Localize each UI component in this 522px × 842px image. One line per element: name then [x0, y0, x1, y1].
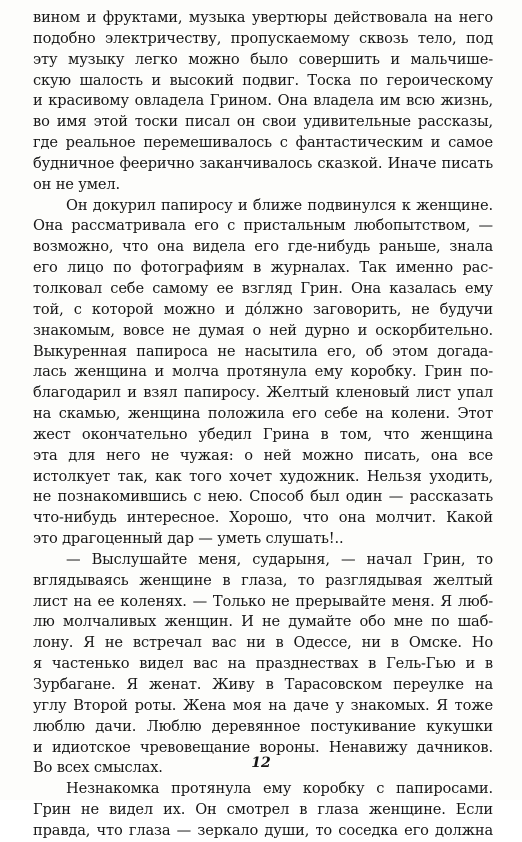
text-line: и идиотское чревовещание вороны. Ненавижу дачников.: [33, 738, 493, 756]
text-line: возможно, что она видела его где-нибудь раньше, знала: [33, 238, 493, 256]
text-line: и красивому овладела Грином. Она владела им всю жизнь,: [33, 92, 493, 110]
text-line: вглядываясь женщине в глаза, то разглядывая желтый: [33, 571, 493, 589]
text-line: на скамью, женщина положила его себе на колени. Этот: [33, 405, 493, 423]
text-line: толковал себе самому ее взгляд Грин. Она казалась ему: [33, 279, 493, 297]
text-line: той, с которой можно и дóлжно заговорить, не будучи: [33, 300, 493, 318]
text-line: — Выслушайте меня, сударыня, — начал Грин, то: [66, 550, 493, 568]
text-line: Она рассматривала его с пристальным любопытством, —: [33, 217, 493, 235]
text-line: истолкует так, как того хочет художник. Нельзя уходить,: [33, 467, 493, 485]
text-line: во имя этой тоски писал он свои удивительные рассказы,: [33, 113, 493, 131]
text-line: люблю дачи. Люблю деревянное постукивание кукушки: [33, 717, 493, 735]
text-line: Незнакомка протянула ему коробку с папиросами.: [66, 780, 493, 798]
text-line: будничное феерично заканчивалось сказкой. Иначе писать: [33, 154, 493, 172]
text-line: знакомым, вовсе не думая о ней дурно и оскорбительно.: [33, 321, 493, 339]
text-line: вином и фруктами, музыка увертюры действовала на него: [33, 9, 493, 26]
text-line: его лицо по фотографиям в журналах. Так именно рас-: [33, 259, 493, 277]
text-line: это драгоценный дар — уметь слушать!..: [33, 530, 344, 548]
text-line: эту музыку легко можно было совершить и мальчише-: [33, 50, 493, 68]
text-line: я частенько видел вас на празднествах в Гель-Гью и в: [33, 655, 493, 673]
text-line: подобно электричеству, пропускаемому сквозь тело, под: [33, 29, 493, 47]
text-line: правда, что глаза — зеркало души, то соседка его должна: [33, 821, 493, 839]
text-line: лась женщина и молча протянула ему коробку. Грин по-: [33, 363, 493, 381]
text-line: лю молчаливых женщин. И не думайте обо мне по шаб-: [33, 613, 493, 631]
text-line: Во всех смыслах.: [33, 759, 163, 777]
text-line: лону. Я не встречал вас ни в Одессе, ни в Омске. Но: [33, 634, 493, 652]
text-line: что-нибудь интересное. Хорошо, что она молчит. Какой: [33, 509, 493, 527]
text-line: эта для него не чужая: о ней можно писать, она все: [33, 446, 493, 464]
text-line: он не умел.: [33, 175, 120, 193]
text-line: благодарил и взял папиросу. Желтый кленовый лист упал: [33, 384, 493, 402]
text-line: скую шалость и высокий подвиг. Тоска по героическому: [33, 71, 493, 89]
text-line: не познакомившись с нею. Способ был один — рассказать: [33, 488, 493, 506]
page-number: 12: [251, 755, 271, 771]
text-line: лист на ее коленях. — Только не прерывайте меня. Я люб-: [33, 592, 493, 610]
text-line: где реальное перемешивалось с фантастическим и самое: [33, 134, 493, 152]
text-line: Грин не видел их. Он смотрел в глаза женщине. Если: [33, 801, 493, 819]
text-line: Зурбагане. Я женат. Живу в Тарасовском переулке на: [33, 676, 493, 693]
text-line: жест окончательно убедил Грина в том, что женщина: [33, 425, 493, 443]
text-line: углу Второй роты. Жена моя на даче у знакомых. Я тоже: [33, 696, 493, 714]
text-line: Он докурил папиросу и ближе подвинулся к женщине.: [66, 196, 493, 214]
text-line: Выкуренная папироса не насытила его, об этом догада-: [33, 342, 493, 360]
body-text: [33, 8, 493, 842]
